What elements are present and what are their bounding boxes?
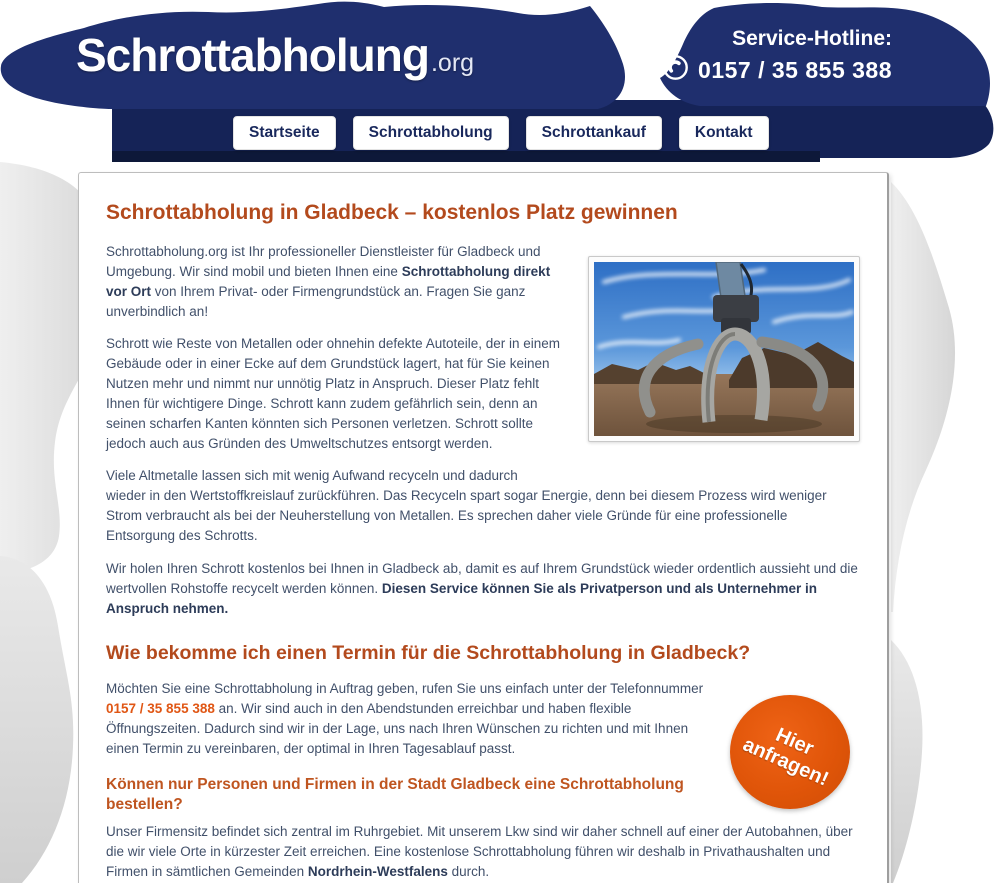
section-title-termin: Wie bekomme ich einen Termin für die Schrottabholung in Gladbeck? [106, 642, 751, 665]
subsection-title-bestellen: Können nur Personen und Firmen in der Stadt Gladbeck eine Schrottabholung bestellen? [106, 775, 684, 813]
page-title: Schrottabholung in Gladbeck – kostenlos Platz gewinnen [106, 201, 678, 224]
paragraph-schrott-platz: Schrott wie Reste von Metallen oder ohnehin defekte Autoteile, der in einem Gebäude oder in einer Ecke auf dem Grundstück lagert, hat für Sie keinen Nutzen mehr und nimmt nur unnötig Platz in Anspruch. Dieser Platz fehlt Ihnen für wichtigere Dinge. Schrott kann zudem gefährlich sein, denn an seinen scharfen Kanten könnten sich Personen verletzen. Schrott sollte jedoch auch aus Gründen des Umweltschutzes entsorgt werden. [106, 336, 561, 451]
cta-hier-anfragen-button[interactable] [730, 695, 850, 809]
phone-circle-icon [662, 54, 689, 86]
cta-label: Hier anfragen! [739, 723, 832, 791]
nav-item-schrottankauf[interactable]: Schrottankauf [526, 116, 662, 150]
scrap-grapple-photo [588, 256, 860, 442]
site-logo-name: Schrottabholung [76, 29, 429, 81]
paragraph-termin: Möchten Sie eine Schrottabholung in Auftrag geben, rufen Sie uns einfach unter der Telefonnummer 0157 / 35 855 388 an. Wir sind auch in den Abendstunden erreichbar und haben flexible Öffnungszeiten. Dadurch sind wir in der Lage, uns nach Ihren Wünschen zu richten und mit Ihnen einen Termin zu vereinbaren, der optimal in Ihren Tagesablauf passt. [106, 681, 704, 756]
main-navigation [233, 116, 769, 150]
paragraph-service: Wir holen Ihren Schrott kostenlos bei Ihnen in Gladbeck ab, damit es auf Ihrem Grundstück wieder ordentlich aussieht und die wertvollen Rohstoffe recycelt werden können. Diesen Service können Sie als Privatperson und als Unternehmer in Anspruch nehmen. [106, 560, 858, 616]
paragraph-recycling: Viele Altmetalle lassen sich mit wenig Aufwand recyceln und dadurch wieder in den Wertstoffkreislauf zurückführen. Das Recyceln spart sogar Energie, denn bei diesem Prozess wird weniger Strom verbraucht als bei der Neuherstellung von Metallen. Es sprechen daher viele Gründe für eine professionelle Entsorgung des Schrotts. [106, 468, 827, 543]
nav-item-kontakt[interactable]: Kontakt [679, 116, 769, 150]
nav-item-schrottabholung[interactable]: Schrottabholung [353, 116, 509, 150]
hotline-label: Service-Hotline: [732, 27, 892, 50]
scrap-grapple-illustration [594, 262, 854, 436]
hotline-phone-row[interactable] [662, 54, 892, 86]
service-hotline [662, 27, 892, 86]
site-logo[interactable] [76, 28, 474, 82]
paragraph-intro: Schrottabholung.org ist Ihr professioneller Dienstleister für Gladbeck und Umgebung. Wir sind mobil und bieten Ihnen eine Schrottabholung direkt vor Ort von Ihrem Privat- oder Firmengrundstück an. Fragen Sie ganz unverbindlich an! [106, 244, 551, 319]
nav-item-startseite[interactable]: Startseite [233, 116, 336, 150]
hotline-number: 0157 / 35 855 388 [698, 56, 892, 83]
paragraph-firmensitz: Unser Firmensitz befindet sich zentral im Ruhrgebiet. Mit unserem Lkw sind wir daher schnell auf einer der Autobahnen, über die wir viele Orte in kürzester Zeit erreichen. Eine kostenlose Schrottabholung führen wir deshalb in Privathaushalten und Firmen in sämtlichen Gemeinden Nordrhein-Westfalens durch. [106, 824, 853, 879]
site-logo-tld: .org [430, 49, 475, 77]
content-card [78, 172, 889, 883]
